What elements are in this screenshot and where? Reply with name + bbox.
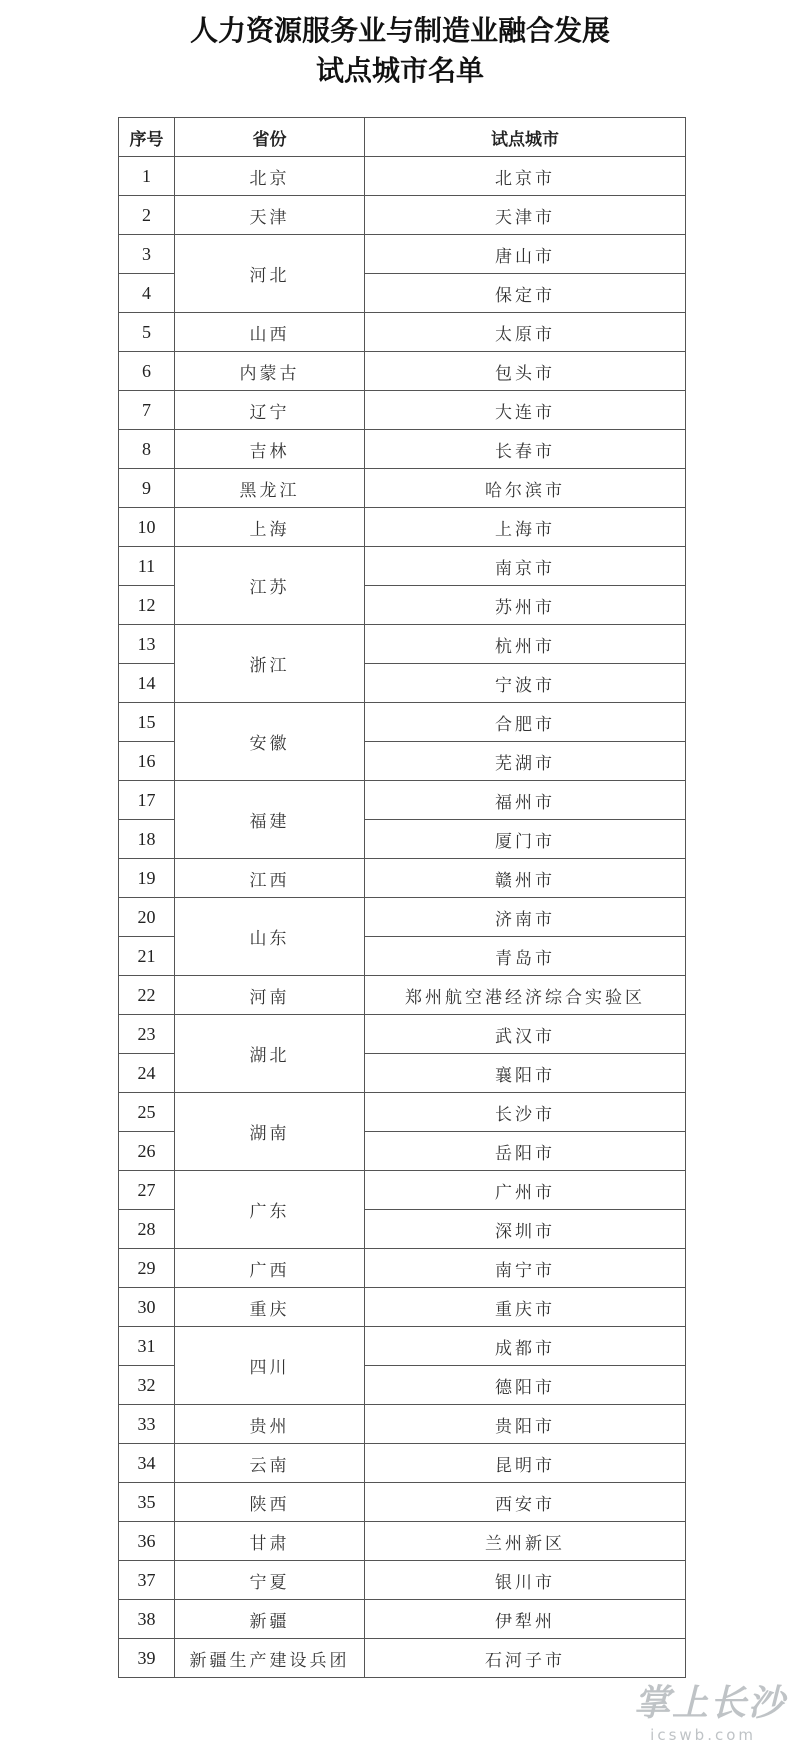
cell-no: 24 [119,1054,175,1093]
table-row [119,352,686,391]
table-row [119,196,686,235]
cell-city: 唐山市 [365,235,686,274]
cell-no: 9 [119,469,175,508]
cell-no: 1 [119,157,175,196]
cell-city: 襄阳市 [365,1054,686,1093]
cell-no: 6 [119,352,175,391]
cell-city: 保定市 [365,274,686,313]
cell-no: 25 [119,1093,175,1132]
cell-city: 青岛市 [365,937,686,976]
cell-city: 贵阳市 [365,1405,686,1444]
cell-city: 包头市 [365,352,686,391]
cell-no: 18 [119,820,175,859]
header-no: 序号 [119,118,175,157]
cell-province: 河北 [175,235,365,313]
cell-city: 济南市 [365,898,686,937]
table-row [119,547,686,586]
cell-no: 2 [119,196,175,235]
cell-province: 宁夏 [175,1561,365,1600]
cell-city: 成都市 [365,1327,686,1366]
cell-province: 贵州 [175,1405,365,1444]
cell-no: 14 [119,664,175,703]
cell-no: 32 [119,1366,175,1405]
cell-no: 12 [119,586,175,625]
cell-province: 云南 [175,1444,365,1483]
table-row [119,859,686,898]
cell-city: 南京市 [365,547,686,586]
page-subtitle: 试点城市名单 [315,54,484,87]
cell-city: 重庆市 [365,1288,686,1327]
cell-city: 福州市 [365,781,686,820]
watermark-logo [546,1682,786,1752]
cell-province: 上海 [175,508,365,547]
table-row [119,1483,686,1522]
cell-province: 新疆生产建设兵团 [175,1639,365,1678]
cell-province: 山西 [175,313,365,352]
cell-province: 湖北 [175,1015,365,1093]
cell-no: 21 [119,937,175,976]
table-row [119,469,686,508]
cell-city: 赣州市 [365,859,686,898]
cell-no: 20 [119,898,175,937]
cell-no: 17 [119,781,175,820]
cell-no: 11 [119,547,175,586]
cell-province: 福建 [175,781,365,859]
cell-city: 杭州市 [365,625,686,664]
cell-city: 深圳市 [365,1210,686,1249]
cell-no: 30 [119,1288,175,1327]
cell-no: 28 [119,1210,175,1249]
cell-no: 26 [119,1132,175,1171]
table-row [119,976,686,1015]
table-header [119,118,686,157]
cell-city: 石河子市 [365,1639,686,1678]
table-row [119,1639,686,1678]
cell-province: 河南 [175,976,365,1015]
table-row [119,235,686,274]
cell-no: 39 [119,1639,175,1678]
cell-city: 哈尔滨市 [365,469,686,508]
cell-no: 5 [119,313,175,352]
cell-no: 34 [119,1444,175,1483]
table-row [119,1249,686,1288]
table-row [119,508,686,547]
cell-city: 厦门市 [365,820,686,859]
cell-city: 兰州新区 [365,1522,686,1561]
header-province: 省份 [175,118,365,157]
table-row [119,1444,686,1483]
cell-province: 浙江 [175,625,365,703]
cell-no: 35 [119,1483,175,1522]
table-row [119,313,686,352]
table-row [119,625,686,664]
cell-no: 13 [119,625,175,664]
cell-no: 7 [119,391,175,430]
table-row [119,1171,686,1210]
cell-province: 陕西 [175,1483,365,1522]
cell-province: 安徽 [175,703,365,781]
cell-province: 重庆 [175,1288,365,1327]
cell-province: 黑龙江 [175,469,365,508]
table-row [119,391,686,430]
cell-city: 大连市 [365,391,686,430]
table-row [119,781,686,820]
table-row [119,1288,686,1327]
cell-no: 23 [119,1015,175,1054]
cell-no: 31 [119,1327,175,1366]
cell-city: 长沙市 [365,1093,686,1132]
cell-province: 天津 [175,196,365,235]
cell-province: 四川 [175,1327,365,1405]
cell-no: 29 [119,1249,175,1288]
table-row [119,157,686,196]
cell-province: 山东 [175,898,365,976]
cell-city: 北京市 [365,157,686,196]
cell-no: 10 [119,508,175,547]
table-row [119,430,686,469]
cell-no: 38 [119,1600,175,1639]
table-row [119,1327,686,1366]
watermark-domain: icswb.com [650,1726,756,1744]
cell-no: 8 [119,430,175,469]
cell-city: 宁波市 [365,664,686,703]
cell-province: 广东 [175,1171,365,1249]
cell-province: 湖南 [175,1093,365,1171]
cell-no: 33 [119,1405,175,1444]
page-title: 人力资源服务业与制造业融合发展 [189,14,610,47]
cell-city: 天津市 [365,196,686,235]
cell-city: 伊犁州 [365,1600,686,1639]
cell-city: 西安市 [365,1483,686,1522]
cell-no: 36 [119,1522,175,1561]
cell-no: 37 [119,1561,175,1600]
table-row [119,1600,686,1639]
cell-no: 22 [119,976,175,1015]
cell-province: 辽宁 [175,391,365,430]
table-row [119,703,686,742]
header-city: 试点城市 [365,118,686,157]
cell-city: 岳阳市 [365,1132,686,1171]
table-row [119,898,686,937]
cell-no: 3 [119,235,175,274]
cell-province: 广西 [175,1249,365,1288]
cell-city: 银川市 [365,1561,686,1600]
watermark-brand: 掌上长沙 [633,1683,786,1724]
cell-province: 新疆 [175,1600,365,1639]
pilot-city-table [118,117,686,1678]
cell-province: 吉林 [175,430,365,469]
cell-city: 芜湖市 [365,742,686,781]
cell-no: 19 [119,859,175,898]
cell-city: 昆明市 [365,1444,686,1483]
cell-no: 27 [119,1171,175,1210]
cell-province: 江苏 [175,547,365,625]
cell-city: 南宁市 [365,1249,686,1288]
cell-province: 甘肃 [175,1522,365,1561]
cell-city: 广州市 [365,1171,686,1210]
cell-no: 15 [119,703,175,742]
table-row [119,1093,686,1132]
table-row [119,1405,686,1444]
table-row [119,1561,686,1600]
header-row [119,118,686,157]
cell-city: 太原市 [365,313,686,352]
cell-city: 郑州航空港经济综合实验区 [365,976,686,1015]
table-row [119,1522,686,1561]
cell-province: 北京 [175,157,365,196]
cell-no: 16 [119,742,175,781]
cell-province: 内蒙古 [175,352,365,391]
cell-city: 武汉市 [365,1015,686,1054]
cell-province: 江西 [175,859,365,898]
table-row [119,1015,686,1054]
cell-city: 长春市 [365,430,686,469]
table-body [119,157,686,1678]
cell-city: 苏州市 [365,586,686,625]
cell-city: 德阳市 [365,1366,686,1405]
cell-city: 合肥市 [365,703,686,742]
cell-city: 上海市 [365,508,686,547]
cell-no: 4 [119,274,175,313]
